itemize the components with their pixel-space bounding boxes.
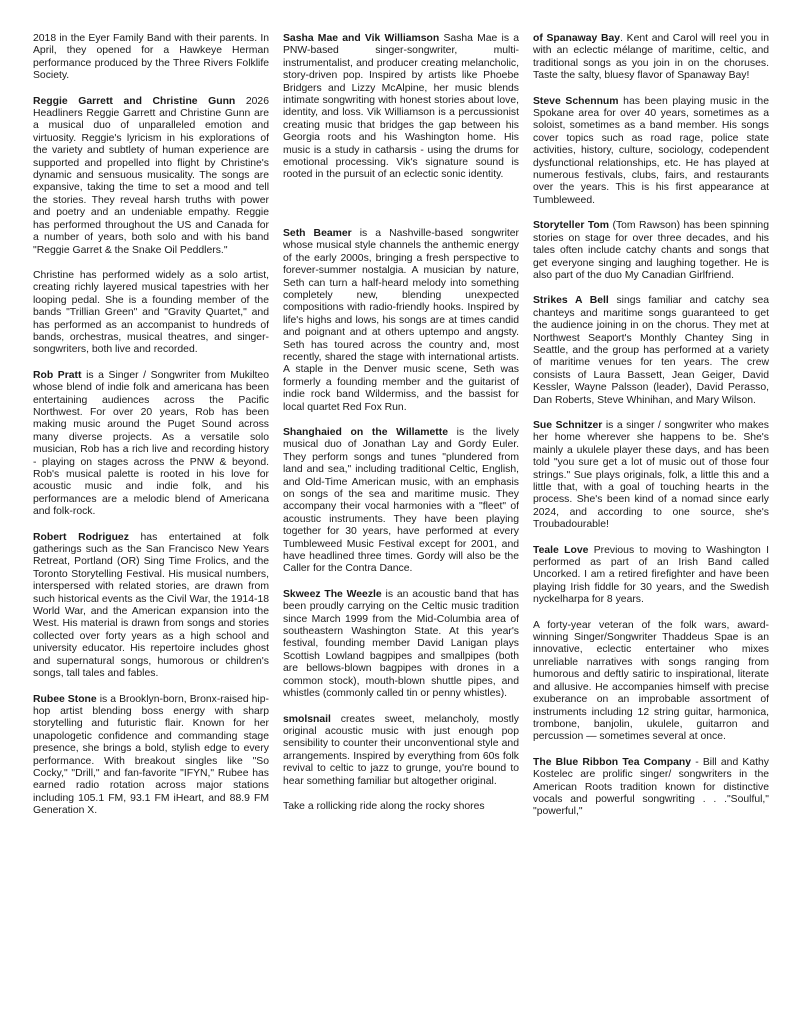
performer-name: Rob Pratt [33, 369, 82, 381]
bio-paragraph: Take a rollicking ride along the rocky shores [283, 800, 485, 812]
performer-name: Skweez The Weezle [283, 588, 382, 600]
bio-paragraph: The Blue Ribbon Tea Company - Bill and Kathy Kostelec are prolific singer/ songwriters in the American Roots tradition known for distinctive vocals and powerful songwriting . . ."Soulful," "powerful," [533, 756, 769, 818]
bio-paragraph: A forty-year veteran of the folk wars, award-winning Singer/Songwriter Thaddeus Spae is an innovative, eclectic entertainer who mixes unreliable narratives with songs ranging from humorous and deftly satiric to inspirational, literate and allusive. He accompanies himself with precise exuberance on an improbable assortment of instruments including 12 string guitar, harmonica, trombone, banjolin, ukulele, guitarron and percussion — sometimes several at once. [533, 619, 769, 743]
column-3 [533, 33, 769, 1008]
bio-paragraph: Christine has performed widely as a solo artist, creating richly layered musical tapestries with her looping pedal. She is a founding member of the bands "Trillian Green" and "Gravity Quartet," and has performed as an accompanist to hundreds of bands, orchestras, musical theatres, and singer-songwriters, both live and recorded. [33, 269, 269, 356]
bio-paragraph: of Spanaway Bay. Kent and Carol will reel you in with an eclectic mélange of maritime, celtic, and traditional songs as you join in on the choruses. Taste the salty, bluesy flavor of Spanaway Bay! [533, 33, 769, 82]
performer-name: Strikes A Bell [533, 295, 609, 307]
performer-name: smolsnail [283, 713, 331, 725]
bio-paragraph: Skweez The Weezle is an acoustic band that has been proudly carrying on the Celtic music tradition since March 1999 from the Mid-Columbia area of southeastern Washington State. At this year's festival, founding member David Lanigan plays Scottish Lowland bagpipes and smallpipes (both are bellows-blown bagpipes with drones in a common stock), mouth-blown shuttle pipes, and whistles (commonly called tin or penny whistles). [283, 588, 519, 700]
performer-name: Rubee Stone [33, 693, 97, 705]
bio-paragraph: Rubee Stone is a Brooklyn-born, Bronx-raised hip-hop artist blending boss energy with sharp storytelling and futuristic flair. Known for her unapologetic confidence and commanding stage presence, she brings a bold, stylish edge to every performance. With breakout singles like "So Cocky," "Drill," and fan-favorite "IFYN," Rubee has earned radio rotation across major stations including 105.1 FM, 93.1 FM iHeart, and 88.9 FM Generation X. [33, 693, 269, 817]
bio-paragraph: Storyteller Tom (Tom Rawson) has been spinning stories on stage for over three decades, and his tales often include catchy chants and songs that get everyone singing and laughing together. He is also part of the duo My Canadian Girlfriend. [533, 220, 769, 281]
bio-paragraph: Sue Schnitzer is a singer / songwriter who makes her home wherever she happens to be. She's mainly a ukulele player these days, and has been told "you sure get a lot of music out of those four strings." Sue plays originals, folk, a little this and a little that, with a goal of touching hearts in the process. She's been kind of a nomad since early 2024, and according to one source, she's Troubadourable! [533, 419, 769, 531]
performer-name: Seth Beamer [283, 227, 352, 239]
bio-paragraph: Rob Pratt is a Singer / Songwriter from Mukilteo whose blend of indie folk and americana has been entertaining audiences across the Pacific Northwest. For over 20 years, Rob has been making music around the Puget Sound across many diverse projects. As a versatile solo musician, Rob has a rich live and recording history - playing on stages across the PNW & beyond. Rob's musical palette is rooted in his love for acoustic music and indie folk, and his performances are a melodic blend of Americana and folk-rock. [33, 369, 269, 518]
column-2 [283, 33, 519, 1008]
bio-paragraph: Shanghaied on the Willamette is the lively musical duo of Jonathan Lay and Gordy Euler. They perform songs and tunes "plundered from land and sea," including traditional Celtic, English, and Old-Time American music, with an emphasis on songs of the sea and maritime music. They accompany their vocal harmonies with a "fleet" of acoustic instruments. They have been playing together for 30 years, have performed at every Tumbleweed Music Festival except for 2001, and have headlined three times. Gordy will also be the Caller for the Contra Dance. [283, 426, 519, 575]
performer-name: Reggie Garrett and Christine Gunn [33, 95, 236, 107]
performer-name: Teale Love [533, 544, 589, 556]
bio-paragraph: smolsnail creates sweet, melancholy, mostly original acoustic music with just enough pop sensibility to counter their unconventional style and arrangements. Inspired by everything from 60s folk revival to celtic to jazz to grunge, you're bound to hear something familiar but altogether original. [283, 713, 519, 787]
bio-paragraph: Strikes A Bell sings familiar and catchy sea chanteys and maritime songs guaranteed to get the audience joining in on the chorus. They met at Northwest Seaport's Monthly Chantey Sing in Seattle, and the group has performed at a variety of maritime venues for ten years. The crew consists of Laura Bassett, Jean Geiger, David Kessler, Wayne Palsson (leader), David Perasso, Dan Roberts, Steve Whinihan, and Mary Wilson. [533, 295, 769, 406]
column-1 [33, 33, 269, 1008]
document-page [33, 33, 768, 1008]
bio-paragraph: Seth Beamer is a Nashville-based songwriter whose musical style channels the anthemic energy of the early 2000s, bringing a fresh perspective to forever-summer nostalgia. A musician by nature, Seth can turn a half-heard melody into something completely new, blending unexpected compositions with radio-friendly hooks. Inspired by life's highs and lows, his songs are at times candid and poignant and at others uptempo and angsty. Seth has toured across the country and, most recently, shared the stage with international artists. A staple in the Denver music scene, Seth was formerly a founding member and the guitarist of indie rock band Wildermiss, and the bassist for local quartet Red Fox Run. [283, 227, 519, 413]
performer-name: The Blue Ribbon Tea Company [533, 756, 692, 768]
performer-name: Storyteller Tom [533, 220, 610, 232]
bio-paragraph: Steve Schennum has been playing music in the Spokane area for over 40 years, sometimes as a soloist, sometimes as a band member. His songs cover topics such as road rage, police state activities, history, culture, sociology, codependent dysfunctional relationships, etc. He has played at numerous festivals, clubs, fairs, and restaurants over the years. This is his first appearance at Tumbleweed. [533, 95, 769, 206]
bio-paragraph: 2018 in the Eyer Family Band with their parents. In April, they opened for a Hawkeye Herman performance produced by the Three Rivers Folklife Society. [33, 33, 269, 82]
bio-paragraph: Reggie Garrett and Christine Gunn 2026 Headliners Reggie Garrett and Christine Gunn are a musical duo of unparalleled emotion and virtuosity. Reggie's lyricism in his explorations of the variety and subtlety of human experience are supported and propelled into flight by Christine's dynamic and sensuous musicality. The songs are expansive, taking the time to set a mood and tell the stories. They reveal harsh truths with power and poetry and an undeniable empathy. Reggie has performed throughout the US and Canada for a number of years, both solo and with his band "Reggie Garret & the Snake Oil Peddlers." [33, 95, 269, 256]
bio-paragraph: Teale Love Previous to moving to Washington I performed as part of an Irish Band called Uncorked. I am a retired firefighter and have been playing Irish fiddle for 30 years, and the Swedish nyckelharpa for 8 years. [533, 544, 769, 606]
performer-name: Steve Schennum [533, 95, 619, 107]
performer-name: Robert Rodriguez [33, 531, 129, 543]
performer-name: of Spanaway Bay [533, 33, 621, 44]
bio-paragraph: Sasha Mae and Vik Williamson Sasha Mae is a PNW-based singer-songwriter, multi-instrumentalist, and producer creating melancholic, story-driven pop. Inspired by artists like Phoebe Bridgers and Lizzy McAlpine, her music blends intimate songwriting with honest stories about love, identity, and loss. Vik Williamson is a percussionist creating music that bridges the gap between his Georgia roots and his Washington home. His music is a study in catharsis - using the drums for emotional processing. Vik's signature sound is rooted in the pursuit of an eclectic sonic identity. [283, 33, 519, 181]
performer-name: Sasha Mae and Vik Williamson [283, 33, 440, 44]
performer-name: Shanghaied on the Willamette [283, 426, 448, 438]
performer-name: Sue Schnitzer [533, 419, 603, 431]
bio-paragraph: Robert Rodriguez has entertained at folk gatherings such as the San Francisco New Years Retreat, Portland (OR) Sing Time Frolics, and the Toronto Storytelling Festival. His musical numbers, interspersed with related stories, are drawn from such historical events as the Civil War, the 1914-18 World War, and the American expansion into the West. His material is drawn from songs and stories collected over forty years as a high school and university educator. His repertoire includes ghost and supernatural songs, humorous or children's songs, tall tales and fables. [33, 531, 269, 680]
